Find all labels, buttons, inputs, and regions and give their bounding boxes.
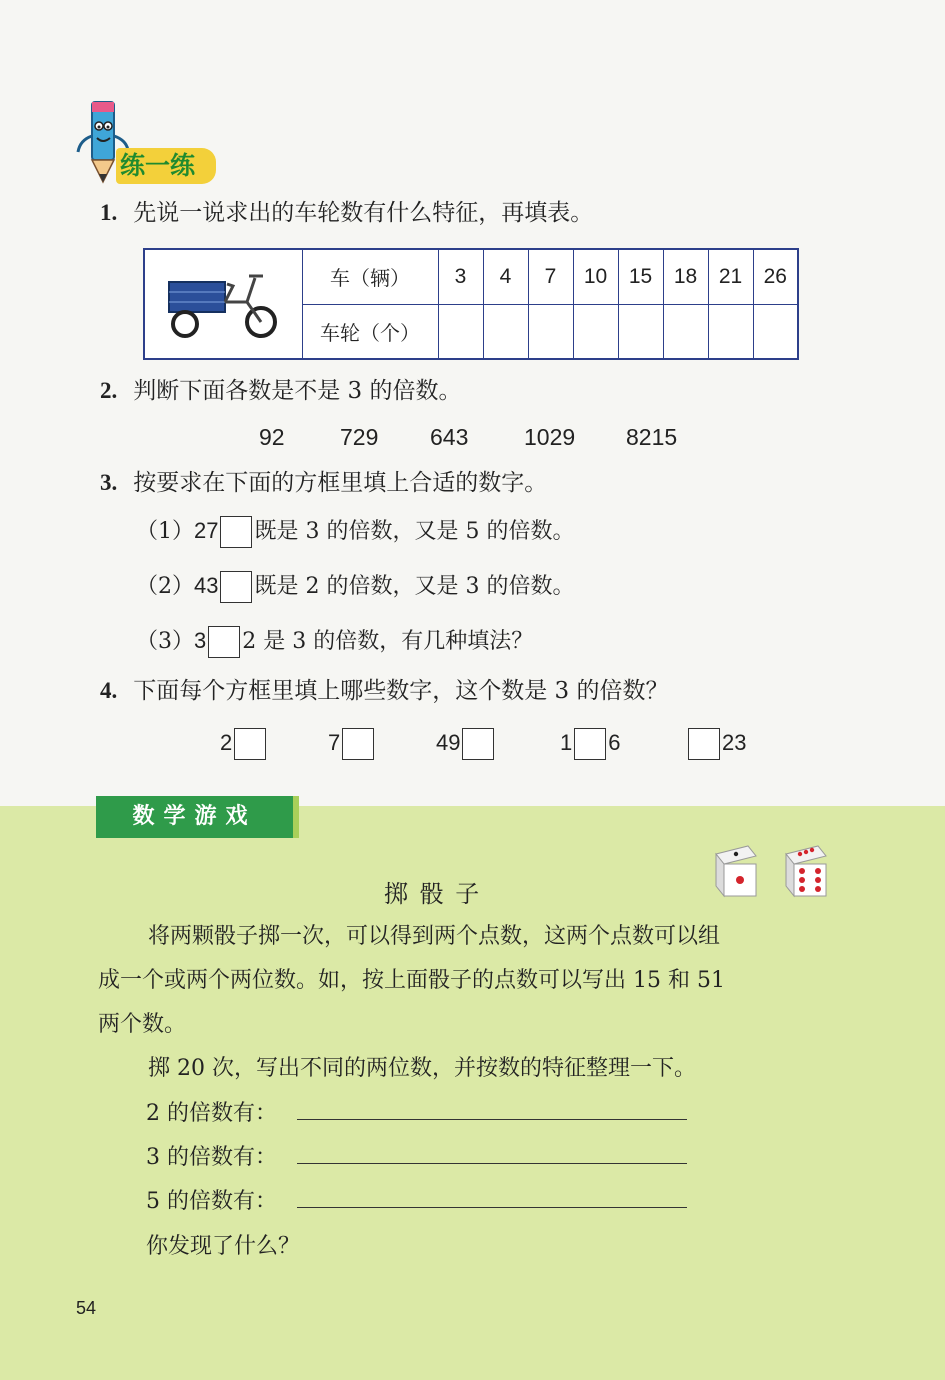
question-3-part-1 bbox=[136, 516, 574, 548]
wheels-cell[interactable] bbox=[753, 304, 798, 359]
question-3 bbox=[100, 468, 547, 498]
part-prefix: 3 bbox=[194, 628, 207, 653]
vehicles-label: 车（辆） bbox=[302, 249, 438, 304]
multiples-of-5-row bbox=[146, 1186, 687, 1217]
question-1-number: 1. bbox=[100, 200, 118, 225]
page-number: 54 bbox=[76, 1298, 97, 1318]
wheels-cell[interactable] bbox=[573, 304, 618, 359]
game-paragraph-line: 将两颗骰子掷一次，可以得到两个点数，这两个点数可以组 bbox=[148, 924, 721, 949]
dice-icon bbox=[712, 842, 832, 904]
question-4-item-5 bbox=[686, 728, 746, 760]
part-label: （3） bbox=[136, 629, 194, 654]
answer-box[interactable] bbox=[220, 516, 252, 548]
tricycle-icon bbox=[163, 262, 283, 342]
part-suffix: 既是 3 的倍数，又是 5 的倍数。 bbox=[254, 519, 575, 544]
answer-box[interactable] bbox=[208, 626, 240, 658]
wheels-cell[interactable] bbox=[438, 304, 483, 359]
multiples-of-5-label: 5 的倍数有： bbox=[146, 1189, 277, 1214]
part-prefix: 43 bbox=[194, 573, 219, 598]
answer-box[interactable] bbox=[234, 728, 266, 760]
vehicles-value: 15 bbox=[618, 249, 663, 304]
practice-title: 练一练 bbox=[116, 148, 216, 184]
part-label: （2） bbox=[136, 574, 194, 599]
wheels-cell[interactable] bbox=[483, 304, 528, 359]
question-1-text: 先说一说求出的车轮数有什么特征，再填表。 bbox=[133, 200, 594, 226]
answer-box[interactable] bbox=[462, 728, 494, 760]
item-digits: 23 bbox=[722, 730, 747, 755]
question-3-part-2 bbox=[136, 571, 574, 603]
discovery-question: 你发现了什么？ bbox=[146, 1234, 301, 1259]
wheel-table bbox=[143, 248, 799, 360]
wheels-label: 车轮（个） bbox=[302, 304, 438, 359]
item-digits: 2 bbox=[220, 730, 233, 755]
part-suffix: 既是 2 的倍数，又是 3 的倍数。 bbox=[254, 574, 575, 599]
wheels-cell[interactable] bbox=[708, 304, 753, 359]
wheels-cell[interactable] bbox=[663, 304, 708, 359]
vehicles-value: 7 bbox=[528, 249, 573, 304]
answer-box[interactable] bbox=[688, 728, 720, 760]
question-3-number: 3. bbox=[100, 470, 118, 495]
wheels-cell[interactable] bbox=[528, 304, 573, 359]
multiples-of-2-row bbox=[146, 1098, 687, 1129]
number-item: 92 bbox=[259, 424, 285, 450]
item-digits: 49 bbox=[436, 730, 461, 755]
question-2-text: 判断下面各数是不是 3 的倍数。 bbox=[133, 378, 462, 404]
table-row-vehicles bbox=[144, 249, 798, 304]
part-prefix: 27 bbox=[194, 518, 219, 543]
vehicles-value: 18 bbox=[663, 249, 708, 304]
part-label: （1） bbox=[136, 519, 194, 544]
number-item: 8215 bbox=[626, 424, 678, 450]
answer-box[interactable] bbox=[220, 571, 252, 603]
multiples-of-3-label: 3 的倍数有： bbox=[146, 1145, 277, 1170]
vehicles-value: 21 bbox=[708, 249, 753, 304]
question-4-item-2 bbox=[328, 728, 376, 760]
part-suffix: 2 是 3 的倍数，有几种填法？ bbox=[242, 629, 534, 654]
vehicles-value: 4 bbox=[483, 249, 528, 304]
question-4-item-4 bbox=[560, 728, 621, 760]
game-title: 掷 骰 子 bbox=[384, 880, 482, 908]
question-3-text: 按要求在下面的方框里填上合适的数字。 bbox=[133, 470, 548, 496]
item-digits: 1 bbox=[560, 730, 573, 755]
multiples-of-3-blank[interactable] bbox=[297, 1142, 687, 1164]
vehicles-value: 3 bbox=[438, 249, 483, 304]
question-4-item-1 bbox=[220, 728, 268, 760]
tricycle-image bbox=[144, 249, 302, 359]
multiples-of-2-label: 2 的倍数有： bbox=[146, 1101, 277, 1126]
wheels-cell[interactable] bbox=[618, 304, 663, 359]
game-paragraph-line: 两个数。 bbox=[98, 1012, 187, 1037]
game-instruction: 掷 20 次，写出不同的两位数，并按数的特征整理一下。 bbox=[148, 1056, 696, 1081]
question-4-number: 4. bbox=[100, 678, 118, 703]
item-digits: 7 bbox=[328, 730, 341, 755]
number-item: 643 bbox=[430, 424, 469, 450]
question-3-part-3 bbox=[136, 626, 533, 658]
number-item: 1029 bbox=[524, 424, 576, 450]
vehicles-value: 10 bbox=[573, 249, 618, 304]
question-2-number: 2. bbox=[100, 378, 118, 403]
multiples-of-3-row bbox=[146, 1142, 687, 1173]
item-digits: 6 bbox=[608, 730, 621, 755]
number-item: 729 bbox=[340, 424, 379, 450]
question-4 bbox=[100, 676, 669, 706]
question-1 bbox=[100, 198, 593, 228]
vehicles-value: 26 bbox=[753, 249, 798, 304]
question-4-item-3 bbox=[436, 728, 496, 760]
game-paragraph-line: 成一个或两个两位数。如，按上面骰子的点数可以写出 15 和 51 bbox=[98, 968, 725, 993]
question-4-text: 下面每个方框里填上哪些数字，这个数是 3 的倍数？ bbox=[133, 678, 669, 704]
answer-box[interactable] bbox=[342, 728, 374, 760]
question-2 bbox=[100, 376, 462, 406]
math-game-tag: 数学游戏 bbox=[96, 796, 299, 838]
answer-box[interactable] bbox=[574, 728, 606, 760]
multiples-of-5-blank[interactable] bbox=[297, 1186, 687, 1208]
multiples-of-2-blank[interactable] bbox=[297, 1098, 687, 1120]
